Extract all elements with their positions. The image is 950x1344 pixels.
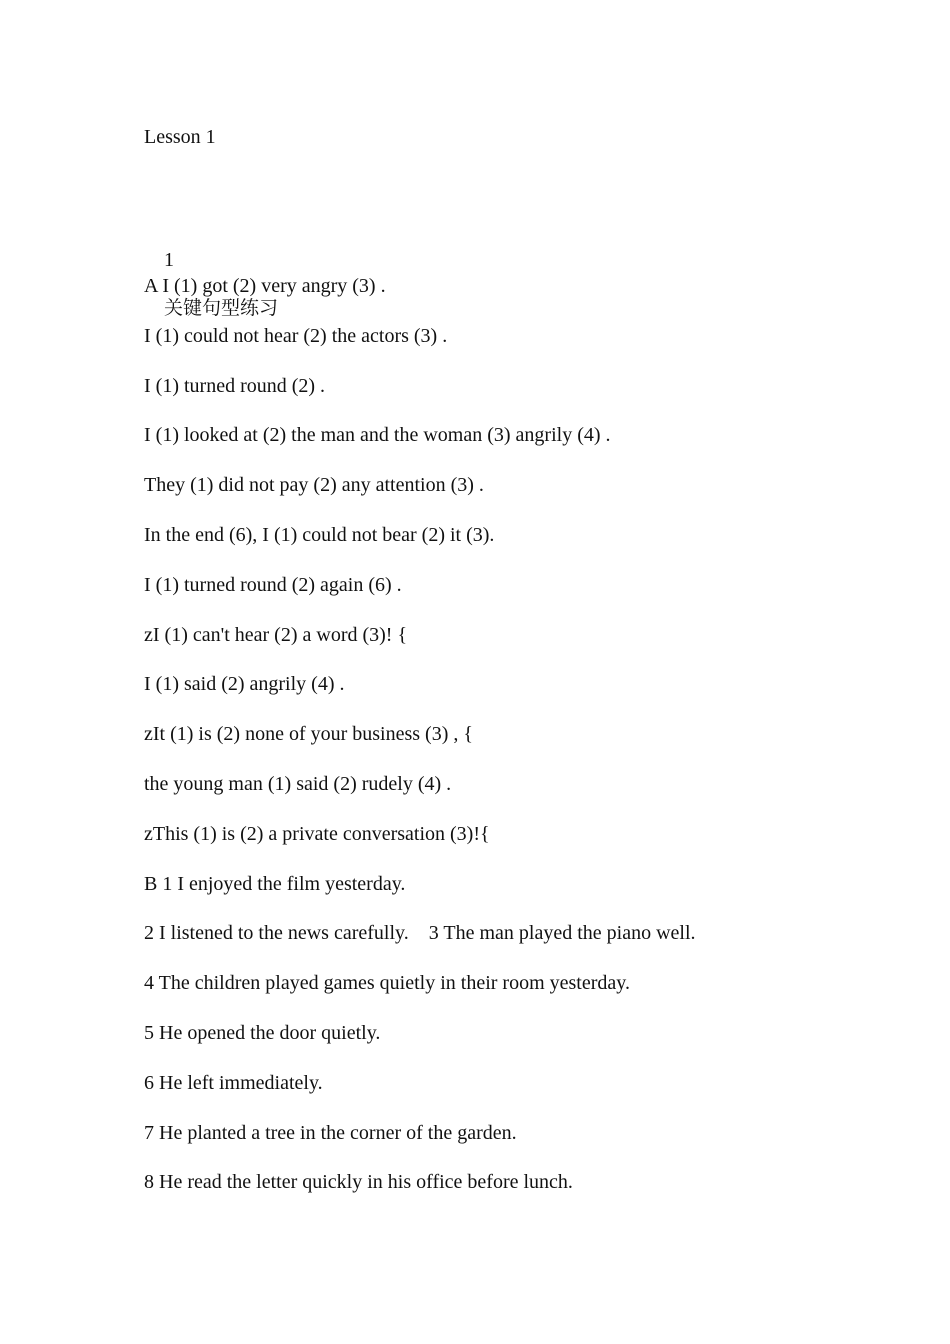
- text-line: In the end (6), I (1) could not bear (2) it (3).: [144, 524, 495, 546]
- text-line: They (1) did not pay (2) any attention (3) .: [144, 474, 484, 496]
- text-line: I (1) turned round (2) again (6) .: [144, 574, 402, 596]
- text-line: B 1 I enjoyed the film yesterday.: [144, 873, 406, 895]
- text-line: zIt (1) is (2) none of your business (3) , {: [144, 723, 473, 745]
- text-line: 6 He left immediately.: [144, 1072, 323, 1094]
- text-line: 8 He read the letter quickly in his office before lunch.: [144, 1171, 573, 1193]
- text-line: I (1) looked at (2) the man and the woman (3) angrily (4) .: [144, 424, 611, 446]
- text-line: 2 I listened to the news carefully. 3 The man played the piano well.: [144, 922, 696, 944]
- section-heading-text: 关键句型练习: [164, 297, 279, 319]
- text-line: 5 He opened the door quietly.: [144, 1022, 381, 1044]
- text-line: the young man (1) said (2) rudely (4) .: [144, 773, 452, 795]
- text-line: 7 He planted a tree in the corner of the garden.: [144, 1122, 517, 1144]
- text-line: I (1) could not hear (2) the actors (3) .: [144, 325, 448, 347]
- text-line: 4 The children played games quietly in their room yesterday.: [144, 972, 630, 994]
- text-line: I (1) turned round (2) .: [144, 375, 326, 397]
- text-line: A I (1) got (2) very angry (3) .: [144, 275, 386, 297]
- text-line: I (1) said (2) angrily (4) .: [144, 673, 345, 695]
- section-number: 1: [164, 249, 174, 271]
- text-line: zThis (1) is (2) a private conversation (3)!{: [144, 823, 490, 845]
- text-line: zI (1) can't hear (2) a word (3)! {: [144, 624, 408, 646]
- lesson-title: Lesson 1: [144, 126, 216, 148]
